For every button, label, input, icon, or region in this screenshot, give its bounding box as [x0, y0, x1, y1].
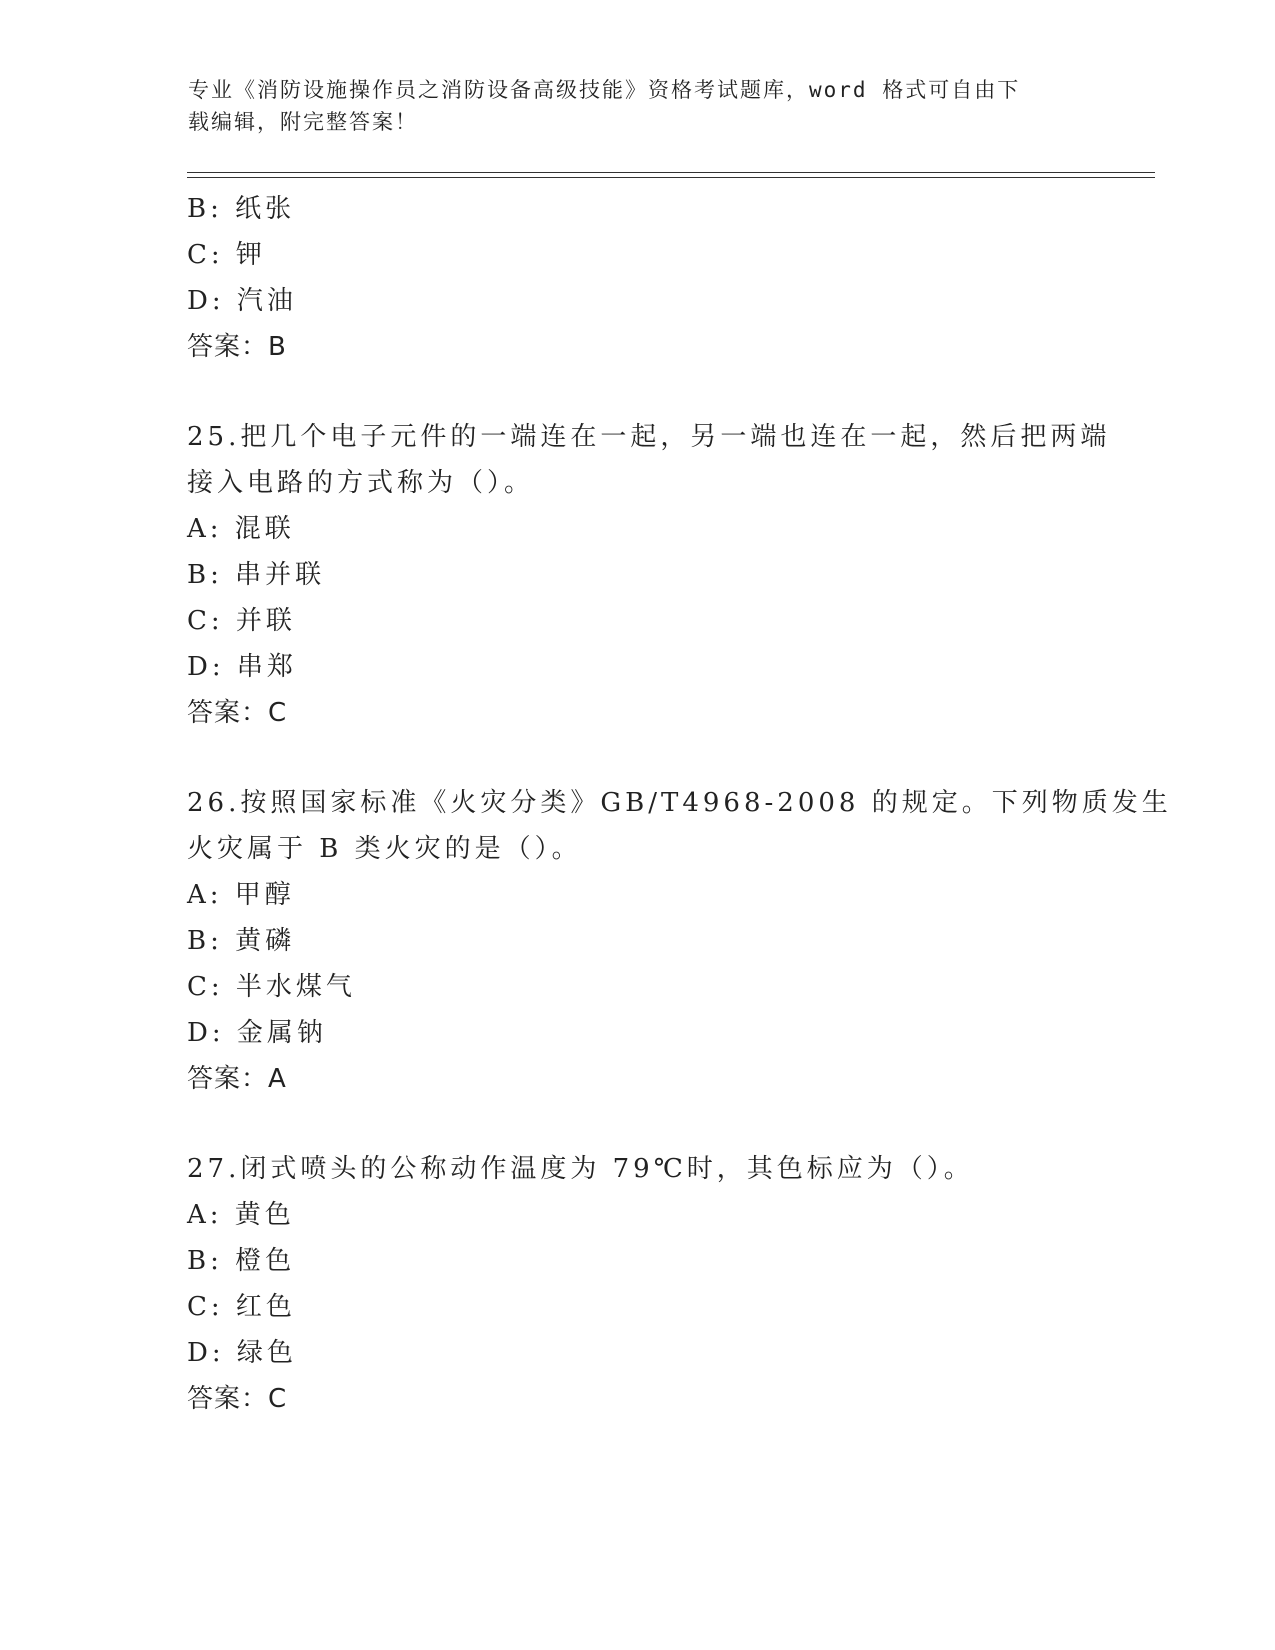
spacer [187, 1102, 1087, 1146]
spacer [187, 370, 1087, 414]
header-rule-bottom [187, 177, 1155, 178]
header-rule-top [187, 172, 1155, 173]
question-27 [187, 1146, 1087, 1422]
question-stem-line-1: 27.闭式喷头的公称动作温度为 79℃时，其色标应为（）。 [187, 1154, 974, 1184]
option-d: D: 金属钠 [187, 1018, 327, 1048]
document-header [188, 74, 1068, 138]
answer: 答案：C [187, 698, 288, 728]
option-d: D: 汽油 [187, 286, 297, 316]
question-stem-line-2: 火灾属于 B 类火灾的是（）。 [187, 834, 582, 864]
question-25 [187, 414, 1111, 736]
option-c: C: 并联 [187, 606, 296, 636]
question-list [187, 186, 1172, 1422]
option-b: B: 黄磷 [187, 926, 296, 956]
question-26 [187, 780, 1172, 1102]
question-stem-line-1: 26.按照国家标准《火灾分类》GB/T4968-2008 的规定。下列物质发生 [187, 788, 1172, 818]
spacer [187, 736, 1087, 780]
answer: 答案：B [187, 332, 287, 362]
option-d: D: 串郑 [187, 652, 297, 682]
answer: 答案：C [187, 1384, 288, 1414]
question-stem-line-2: 接入电路的方式称为（）。 [187, 468, 535, 498]
option-c: C: 红色 [187, 1292, 296, 1322]
option-b: B: 串并联 [187, 560, 326, 590]
header-line-2: 载编辑，附完整答案！ [188, 110, 418, 134]
option-c: C: 钾 [187, 240, 266, 270]
header-line-1: 专业《消防设施操作员之消防设备高级技能》资格考试题库，word 格式可自由下 [188, 78, 1021, 102]
question-stem-line-1: 25.把几个电子元件的一端连在一起，另一端也连在一起，然后把两端 [187, 422, 1111, 452]
option-b: B: 橙色 [187, 1246, 296, 1276]
option-a: A: 甲醇 [187, 880, 295, 910]
option-b: B: 纸张 [187, 194, 296, 224]
option-a: A: 混联 [187, 514, 295, 544]
option-a: A: 黄色 [187, 1200, 295, 1230]
answer: 答案：A [187, 1064, 287, 1094]
option-c: C: 半水煤气 [187, 972, 356, 1002]
option-d: D: 绿色 [187, 1338, 297, 1368]
previous-question-tail [187, 186, 1087, 370]
